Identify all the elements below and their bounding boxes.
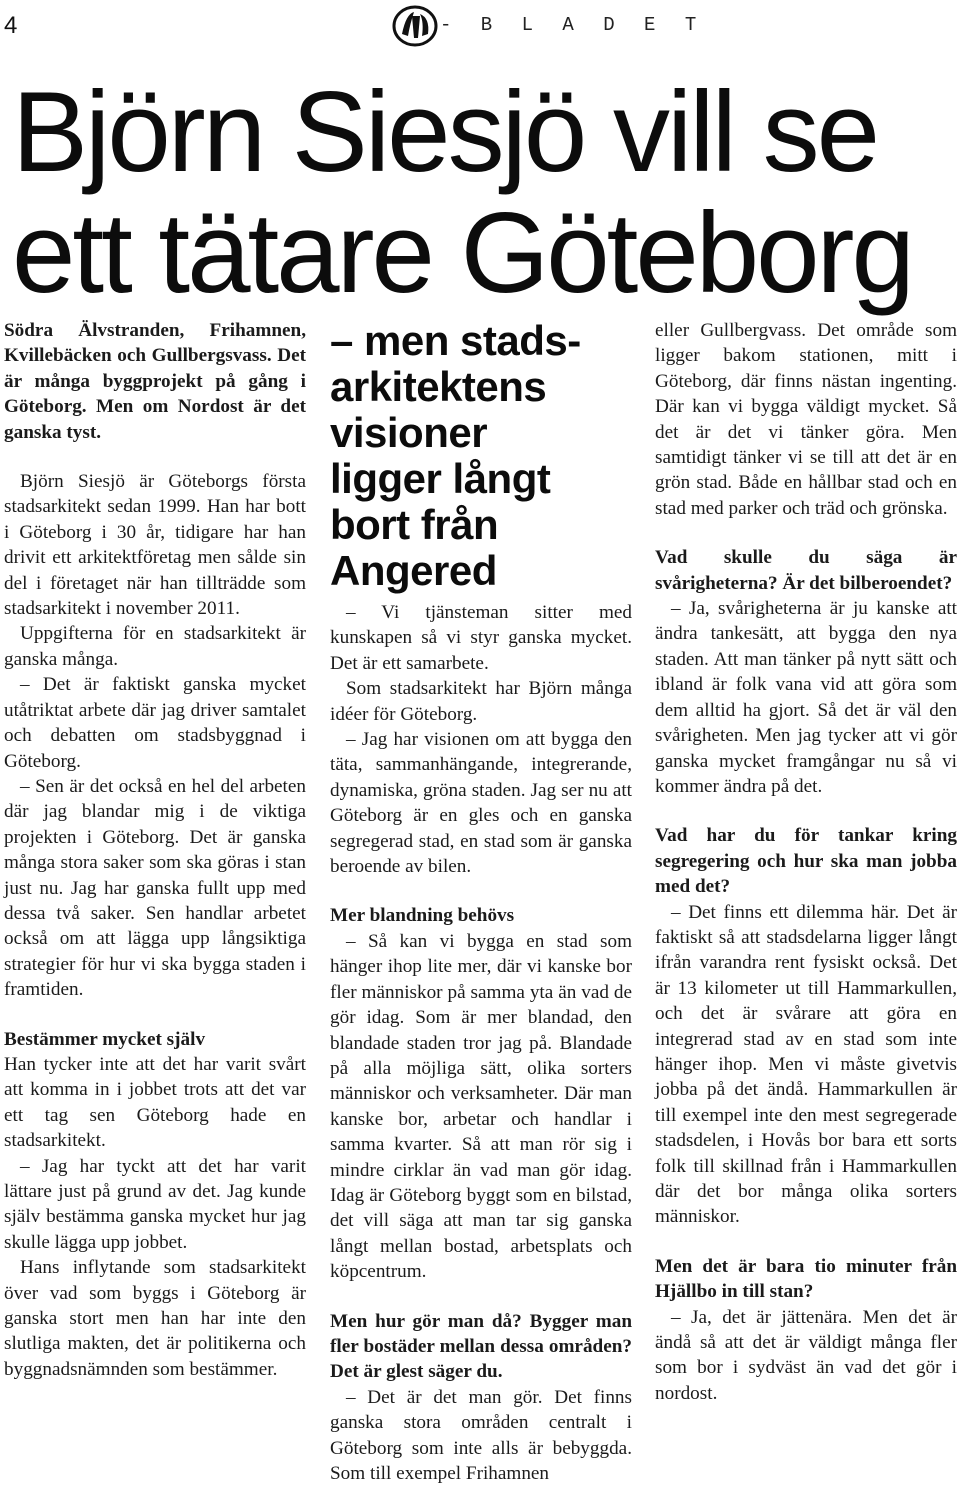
article-headline — [12, 69, 958, 317]
pull-quote-line: bort från — [330, 501, 499, 548]
subheading: Bestämmer mycket själv — [4, 1028, 206, 1050]
quote-paragraph: – Sen är det också en hel del arbeten där jag blandar mig i de viktiga projekten i Göteborg. Det är ganska många stora saker som ska göras i stan just nu. Jag har ganska fullt upp med dessa två saker. Sen handlar arbetet också om att lägga upp långsiktiga strategier för hur vi ska bygga staden i framtiden. — [4, 775, 306, 1001]
interview-question: Men hur gör man då? Bygger man fler bostäder mellan dessa områden? Det är glest säger du. — [330, 1310, 632, 1383]
quote-paragraph: – Det finns ett dilemma här. Det är faktiskt så att stadsdelarna ligger långt ifrån varandra rent fysiskt också. Det är 13 kilometer ut till Hammarkullen, och det är svårare att göra en integrerad stad av en stad som inte hänger ihop. Men vi måste givetvis jobba på det ändå. Hammarkullen är till exempel inte den mest segregerade stadsdelen, i Hovås bor bara ett sorts folk till skillnad från i Hammarkullen där det bor många olika sorters människor. — [655, 901, 957, 1228]
pull-quote-line: ligger långt — [330, 455, 551, 502]
interview-question: Vad har du för tankar kring segregering och hur ska man jobba med det? — [655, 825, 957, 898]
subheading: Mer blandning behövs — [330, 905, 515, 927]
quote-paragraph: – Jag har visionen om att bygga den täta, sammanhängande, integrerande, dynamiska, gröna staden. Jag ser nu att Göteborg är en gles och en ganska segregerad stad, en stad som är ganska beroende av bilen. — [330, 729, 632, 878]
article-lead: Södra Älvstranden, Frihamnen, Kvillebäcken och Gullbergsvass. Det är många byggprojekt på gång i Göteborg. Men om Nordost är det ganska tyst. — [4, 320, 306, 443]
headline-line-2: ett tätare Göteborg — [12, 190, 912, 317]
pull-quote — [330, 318, 632, 594]
paragraph: Han tycker inte att det har varit svårt att komma in i jobbet trots att det var ett tag sen Göteborg hade en stadsarkitekt. — [4, 1053, 306, 1152]
page-header — [0, 0, 960, 56]
pull-quote-line: Angered — [330, 547, 497, 594]
pull-quote-line: visioner — [330, 409, 488, 456]
headline-line-1: Björn Siesjö vill se — [12, 69, 878, 196]
quote-paragraph: – Det är det man gör. Det finns ganska stora områden centralt i Göteborg som inte alls är bebyggda. Som till exempel Frihamnen — [330, 1386, 632, 1484]
interview-question: Vad skulle du säga är svårigheterna? Är det bilberoendet? — [655, 547, 957, 594]
paragraph: eller Gullbergvass. Det område som ligger bakom stationen, mitt i Göteborg, där finns nästan ingenting. Där kan vi bygga väldigt mycket. Så det är det vi tänker göra. Men samtidigt tänker vi se till att det är en grön stad. Både en hållbar stad och en stad med parker och träd och grönska. — [655, 320, 957, 519]
interview-question: Men det är bara tio minuter från Hjällbo in till stan? — [655, 1255, 957, 1303]
quote-paragraph: – Ja, det är jättenära. Men det är ändå så att det är väldigt många fler som bor i sydväst än vad det gör i nordost. — [655, 1306, 957, 1404]
quote-paragraph: – Vi tjänsteman sitter med kunskapen så vi styr ganska mycket. Det är ett samarbete. — [330, 602, 632, 674]
paragraph: Uppgifterna för en stadsarkitekt är ganska många. — [4, 623, 306, 670]
paragraph: Björn Siesjö är Göteborgs första stadsarkitekt sedan 1999. Han har bott i Göteborg i 30 år, tidigare har han drivit ett arkitektföretag men sålde sin del i företaget när han tillträdde som stadsarkitekt i november 2011. — [4, 471, 306, 620]
article-column-3 — [655, 318, 957, 1406]
article-column-1 — [4, 318, 306, 1382]
newspaper-logo-icon — [392, 4, 438, 48]
quote-paragraph: – Jag har tyckt att det har varit lättare just på grund av det. Jag kunde själv bestämma ganska mycket hur jag skulle lägga upp jobbet. — [4, 1155, 306, 1253]
quote-paragraph: – Det är faktiskt ganska mycket utåtriktat arbete där jag driver samtalet och debatten om stadsbyggnad i Göteborg. — [4, 674, 306, 772]
paragraph: Hans inflytande som stadsarkitekt över vad som byggs i Göteborg är ganska stort men han har inte den slutliga makten, det är politikerna och byggnadsnämnden som bestämmer. — [4, 1257, 306, 1380]
article-column-2 — [330, 318, 632, 1486]
quote-paragraph: – Så kan vi bygga en stad som hänger ihop lite mer, där vi kanske bor fler människor på samma yta än vad de gör idag. Som är mer blandad, den blandade staden tror jag på. Blandade på alla möjliga sätt, olika sorters människor och verksamheter. Där man kanske bor, arbetar och handlar i samma kvarter. Så att man rör sig i mindre cirklar än vad man gör idag. Idag är Göteborg byggt som en bilstad, det vill säga att man tar sig ganska långt mellan bostad, arbetsplats och köpcentrum. — [330, 930, 632, 1283]
newspaper-logo-text: - B L A D E T — [440, 14, 706, 36]
pull-quote-line: arkitektens — [330, 363, 547, 410]
pull-quote-line: – men stads- — [330, 317, 581, 364]
paragraph: Som stadsarkitekt har Björn många idéer för Göteborg. — [330, 678, 632, 725]
page-number: 4 — [4, 12, 18, 39]
quote-paragraph: – Ja, svårigheterna är ju kanske att ändra tankesätt, att bygga den nya staden. Att man tänker på nytt sätt och ibland är folk vana vid att göra som dem alltid ha gjort. Så det är väl den svårigheten. Men jag tycker att vi gör ganska mycket framgångar nu så vi kommer ändra på det. — [655, 598, 957, 797]
